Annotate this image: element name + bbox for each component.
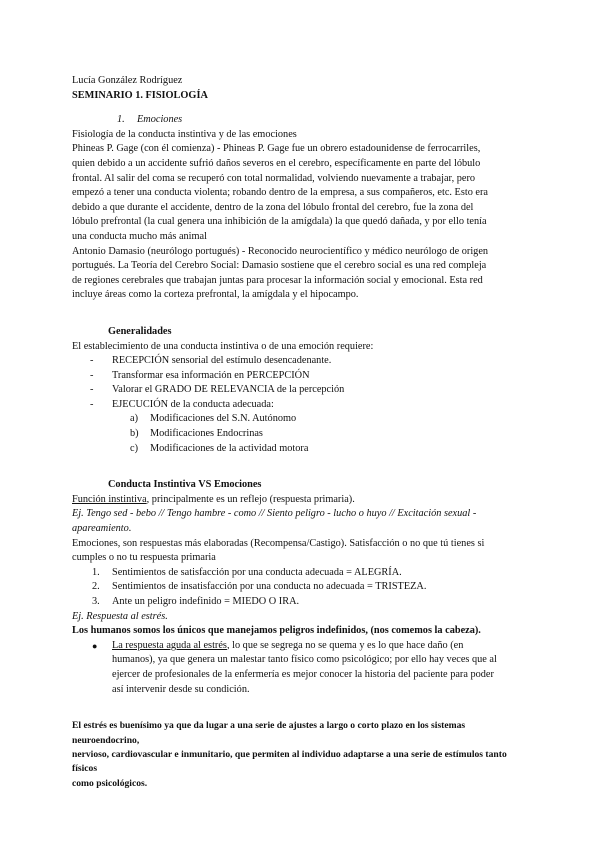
text-line: portugués. La Teoría del Cerebro Social: Damasio sostiene que el cerebro social es una red compleja: [72, 260, 487, 272]
spacer: [72, 103, 530, 113]
text-line: frontal. Al salir del coma se recuperó con total normalidad, volviendo nuevamente a trabajar, pero: [72, 172, 476, 184]
list-item: [72, 412, 530, 427]
emociones-line: Emociones, son respuestas más elaboradas (Recompensa/Castigo). Satisfacción o no que tú tienes si: [72, 537, 485, 549]
final-line: nervioso, cardiovascular e inmunitario, que permiten al individuo adaptarse a una serie de estímulos tanto físicos: [72, 748, 507, 775]
document-body: [72, 74, 530, 791]
spacer: [72, 456, 530, 478]
list-item-text: EJECUCIÓN de la conducta adecuada:: [112, 398, 274, 410]
list-item-text: Modificaciones de la actividad motora: [150, 442, 309, 454]
list-item-text: Valorar el GRADO DE RELEVANCIA de la percepción: [112, 384, 345, 396]
dash-marker: -: [90, 384, 94, 396]
text-line: empezó a tener una conducta violenta; robando dentro de la empresa, a sus compañeros, etc. Esto era: [72, 187, 488, 199]
dash-marker: -: [90, 355, 94, 367]
emotions-numbered-list: [72, 566, 530, 610]
final-line: El estrés es buenísimo ya que da lugar a una serie de ajustes a largo o corto plazo en los sistemas neuroendocrino,: [72, 720, 466, 746]
spacer: [72, 697, 530, 719]
example-stress-line: Ej. Respuesta al estrés.: [72, 610, 168, 622]
text-line: una conducta mucho más animal: [72, 230, 207, 242]
text-line: Phineas P. Gage (con él comienza) - Phineas P. Gage fue un obrero estadounidense de ferrocarriles,: [72, 143, 481, 155]
heading-generalidades: Generalidades: [108, 325, 172, 337]
list-item: [72, 427, 530, 442]
bullet-line: humanos), ya que genera un malestar tanto físico como psicológico; por ello hay veces que al: [112, 654, 497, 666]
funcion-label: Función instintiva: [72, 493, 147, 505]
list-item: [72, 442, 530, 457]
dash-marker: -: [90, 369, 94, 381]
heading-conducta-vs-emociones: Conducta Instintiva VS Emociones: [108, 479, 262, 491]
document-title: SEMINARIO 1. FISIOLOGÍA: [72, 89, 208, 101]
bold-statement: Los humanos somos los únicos que manejamos peligros indefinidos, (nos comemos la cabeza).: [72, 625, 481, 637]
bullet-first-line: [112, 639, 530, 654]
letter-marker: c): [130, 442, 138, 454]
number-marker: 3.: [92, 596, 100, 607]
spacer: [72, 303, 530, 325]
bullet-line: ejercer de profesionales de la enfermería es mejor conocer la historia del paciente para poder: [112, 668, 494, 680]
section-number: 1.: [117, 114, 125, 126]
list-item-text: Transformar esa información en PERCEPCIÓN: [112, 369, 310, 381]
letter-marker: b): [130, 428, 139, 440]
bullet-label: La respuesta aguda al estrés: [112, 639, 227, 651]
list-item: [72, 595, 530, 610]
list-item-text: Sentimientos de insatisfacción por una conducta no adecuada = TRISTEZA.: [112, 581, 427, 593]
text-line: debido a que durante el accidente, dentro de la zona del lóbulo frontal del cerebro, fue la zona del: [72, 201, 474, 213]
final-paragraph: [72, 719, 530, 791]
paragraph-gage-damasio: [72, 142, 530, 303]
funcion-text: , principalmente es un reflejo (respuesta primaria).: [146, 493, 355, 505]
section-heading-text: Emociones: [137, 114, 183, 126]
bullet-marker: ●: [92, 640, 98, 651]
text-line: quien debido a un accidente sufrió daños severos en el cerebro, específicamente en parte del lóbulo: [72, 157, 481, 169]
emociones-line: cumples o no tu respuesta primaria: [72, 552, 216, 564]
execution-sublist: [72, 412, 530, 456]
stress-bullet-list: [72, 639, 530, 697]
text-line: de regiones cerebrales que trabajan juntas para procesar la información social y emocional. Esta red: [72, 274, 483, 286]
list-item: [72, 383, 530, 398]
list-item: [72, 639, 530, 697]
dash-marker: -: [90, 398, 94, 410]
list-item: [72, 398, 530, 413]
list-item: [72, 580, 530, 595]
letter-marker: a): [130, 413, 138, 425]
example-line: Ej. Tengo sed - bebo // Tengo hambre - como // Siento peligro - lucho o huyo // Excitación sexual -: [72, 508, 477, 520]
list-item: [72, 369, 530, 384]
list-item-text: Ante un peligro indefinido = MIEDO O IRA.: [112, 596, 300, 607]
generalidades-intro: El establecimiento de una conducta instintiva o de una emoción requiere:: [72, 340, 374, 352]
list-item-text: RECEPCIÓN sensorial del estímulo desencadenante.: [112, 355, 332, 367]
final-line: como psicológicos.: [72, 777, 148, 789]
list-item-text: Modificaciones del S.N. Autónomo: [150, 413, 297, 425]
list-item: [72, 354, 530, 369]
bullet-line: así intervenir desde su condición.: [112, 683, 250, 695]
list-item: [72, 566, 530, 581]
example-line: apareamiento.: [72, 523, 132, 535]
text-line: Antonio Damasio (neurólogo portugués) - Reconocido neurocientífico y médico neurólogo de origen: [72, 245, 489, 257]
list-item-text: Modificaciones Endocrinas: [150, 428, 263, 440]
text-line: incluye áreas como la corteza prefrontal, la amígdala y el hipocampo.: [72, 289, 359, 301]
section-subtitle: Fisiología de la conducta instintiva y de las emociones: [72, 128, 297, 140]
text-line: lóbulo prefrontal (la cual genera una inhibición de la amígdala) la que quedó dañada, y por ello tenía: [72, 216, 487, 228]
bullet-text: , lo que se segrega no se quema y es lo que hace daño (en: [226, 639, 464, 651]
number-marker: 2.: [92, 581, 100, 593]
number-marker: 1.: [92, 566, 100, 578]
author-name: Lucía González Rodríguez: [72, 75, 183, 86]
requirements-list: [72, 354, 530, 412]
section-heading-emociones: [72, 113, 530, 128]
list-item-text: Sentimientos de satisfacción por una conducta adecuada = ALEGRÍA.: [112, 566, 402, 578]
funcion-instintiva-line: [72, 493, 530, 508]
